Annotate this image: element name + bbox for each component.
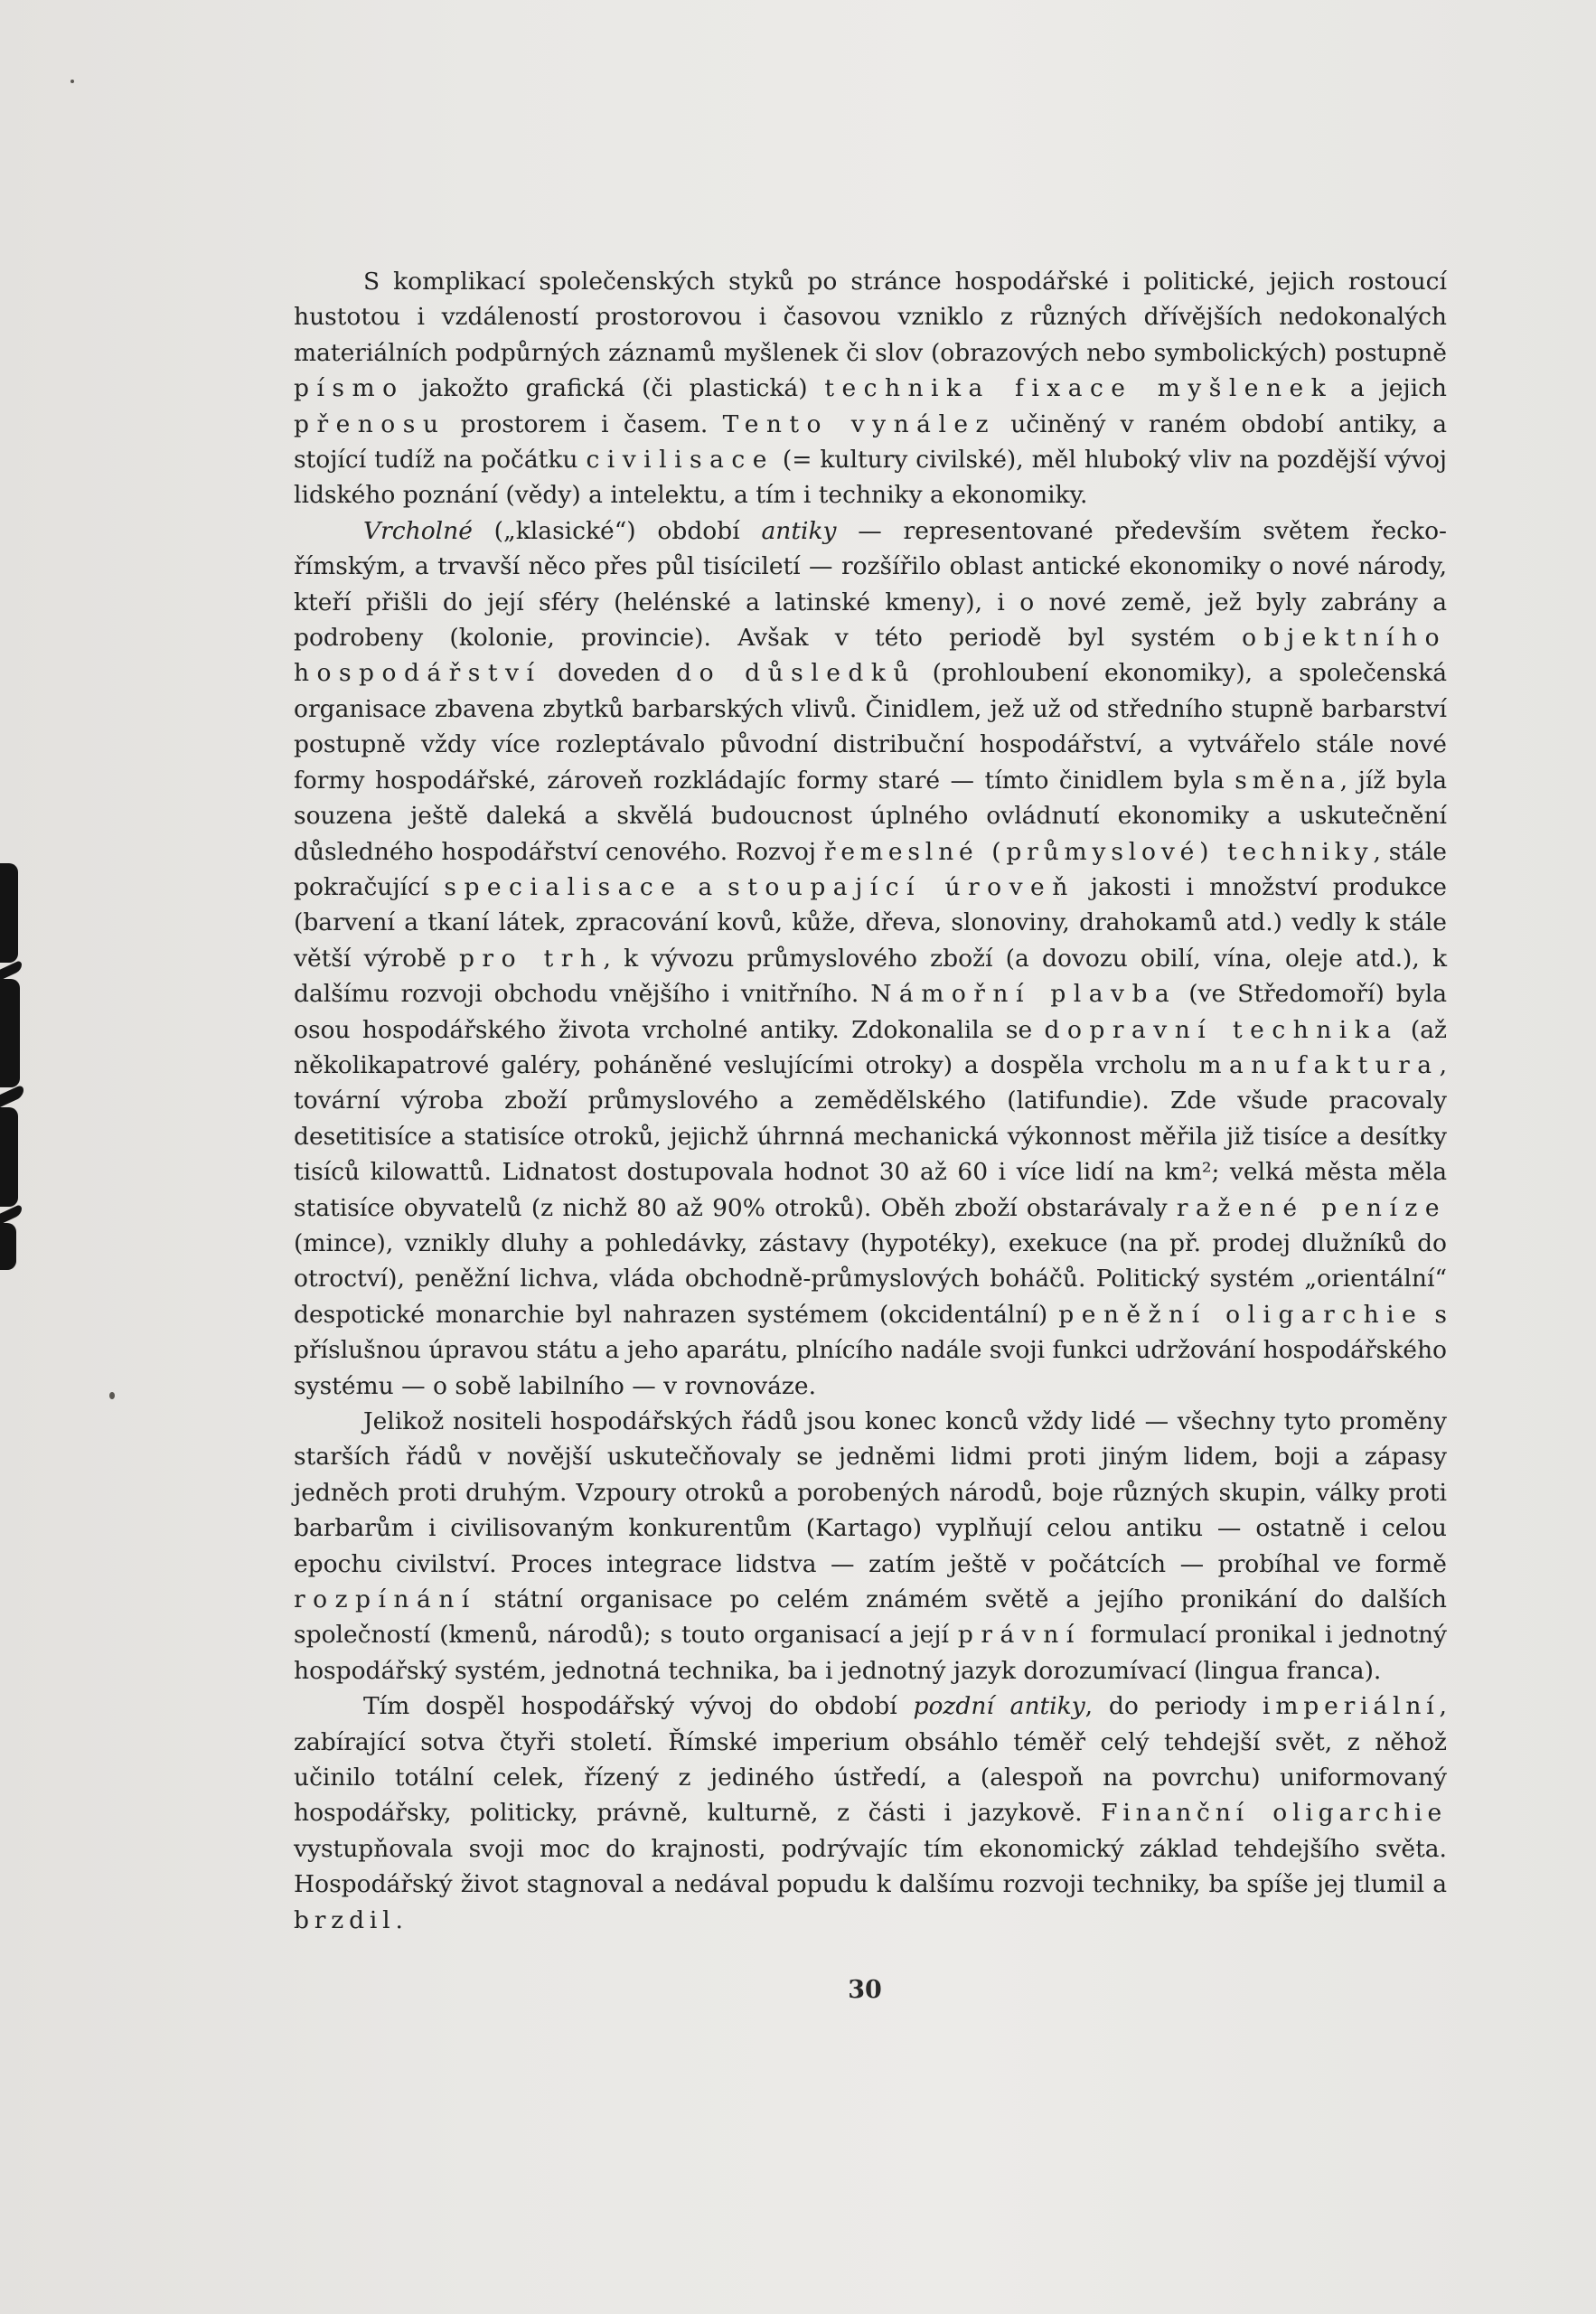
paragraph-integration: Jelikož nositeli hospodářských řádů jsou konec konců vždy lidé — všechny tyto proměny starších řádů v novější uskutečňovaly se jedněmi lidmi proti jiným lidem, boji a zápasy jedněch proti druhým. Vzpoury otroků a porobených národů, boje různých skupin, války proti barbarům i civilisovaným konkurentům (Kartago) vyplňují celou antiku — ostatně i celou epochu civilství. Proces integrace lidstva — zatím ještě v počátcích — probíhal ve formě rozpínání státní organisace po celém známém světě a jejího pronikání do dalších společností (kmenů, národů); s touto organisací a její právní formulací pronikal i jednotný hospodářský systém, jednotná technika, ba i jednotný jazyk dorozumívací (lingua franca). [294, 1407, 1448, 1685]
binding-clip [0, 979, 20, 1087]
spiral-binding [0, 863, 23, 1270]
paper-speck [109, 1392, 115, 1399]
page-number: 30 [848, 1976, 882, 2004]
paragraph-late-antiquity: Tím dospěl hospodářský vývoj do období pozdní antiky, do periody imperiální, zabírající sotva čtyři století. Římské imperium obsáhlo téměř celý tehdejší svět, z něhož učinilo totální celek, řízený z jediného ústředí, a (alespoň na povrchu) uniformovaný hospodářsky, politicky, právně, kulturně, z části i jazykově. Finanční oligarchie vystupňovala svoji moc do krajnosti, podrývajíc tím ekonomický základ tehdejšího světa. Hospodářský život stagnoval a nedával popudu k dalšímu rozvoji techniky, ba spíše jej tlumil a brzdil. [294, 1692, 1447, 1934]
binding-clip [0, 1107, 18, 1207]
binding-clip [0, 863, 18, 963]
paragraph-classical-antiquity: Vrcholné („klasické“) období antiky — representované především světem řecko-římským, a trvavší něco přes půl tisíciletí — rozšířilo oblast antické ekonomiky o nové národy, kteří přišli do její sféry (helénské a latinské kmeny), i o nové země, jež byly zabrány a podrobeny (kolonie, provincie). Avšak v této periodě byl systém objektního hospodářství doveden do důsledků (prohloubení ekonomiky), a společenská organisace zbavena zbytků barbarských vlivů. Činidlem, jež už od středního stupně barbarství postupně vždy více rozleptávalo původní distribuční hospodářství, a vytvářelo stále nové formy hospodářské, zároveň rozkládajíc formy staré — tímto činidlem byla směna, jíž byla souzena ještě daleká a skvělá budoucnost úplného ovládnutí ekonomiky a uskutečnění důsledného hospodářství cenového. Rozvoj řemeslné (průmyslové) techniky, stále pokračující specialisace a stoupající úroveň jakosti i množství produkce (barvení a tkaní látek, zpracování kovů, kůže, dřeva, slonoviny, drahokamů atd.) vedly k stále větší výrobě pro trh, k vývozu průmyslového zboží (a dovozu obilí, vína, oleje atd.), k dalšímu rozvoji obchodu vnějšího i vnitřního. Námořní plavba (ve Středomoří) byla osou hospodářského života vrcholné antiky. Zdokonalila se dopravní technika (až několikapatrové galéry, poháněné veslujícími otroky) a dospěla vrcholu manufaktura, tovární výroba zboží průmyslového a zemědělského (latifundie). Zde všude pracovaly desetitisíce a statisíce otroků, jejichž úhrnná mechanická výkonnost měřila již tisíce a desítky tisíců kilowattů. Lidnatost dostupovala hodnot 30 až 60 i více lidí na km²; velká města měla statisíce obyvatelů (z nichž 80 až 90% otroků). Oběh zboží obstarávaly ražené peníze (mince), vznikly dluhy a pohledávky, zástavy (hypotéky), exekuce (na př. prodej dlužníků do otroctví), peněžní lichva, vláda obchodně-průmyslových boháčů. Politický systém „orientální“ despotické monarchie byl nahrazen systémem (okcidentální) peněžní oligarchie s příslušnou úpravou státu a jeho aparátu, plnícího nadále svoji funkci udržování hospodářského systému — o sobě labilního — v rovnováze. [294, 516, 1448, 1400]
paper-speck [70, 80, 74, 83]
paragraph-writing: S komplikací společenských styků po stránce hospodářské i politické, jejich rostoucí hustotou i vzdáleností prostorovou i časovou vzniklo z různých dřívějších nedokonalých materiálních podpůrných záznamů myšlenek či slov (obrazových nebo symbolických) postupně písmo jakožto grafická (či plastická) technika fixace myšlenek a jejich přenosu prostorem i časem. Tento vynález učiněný v raném období antiky, a stojící tudíž na počátku civilisace (= kultury civilské), měl hluboký vliv na pozdější vývoj lidského poznání (vědy) a intelektu, a tím i techniky a ekonomiky. [294, 268, 1447, 510]
body-text [294, 264, 1447, 1938]
binding-clip [0, 1223, 16, 1270]
